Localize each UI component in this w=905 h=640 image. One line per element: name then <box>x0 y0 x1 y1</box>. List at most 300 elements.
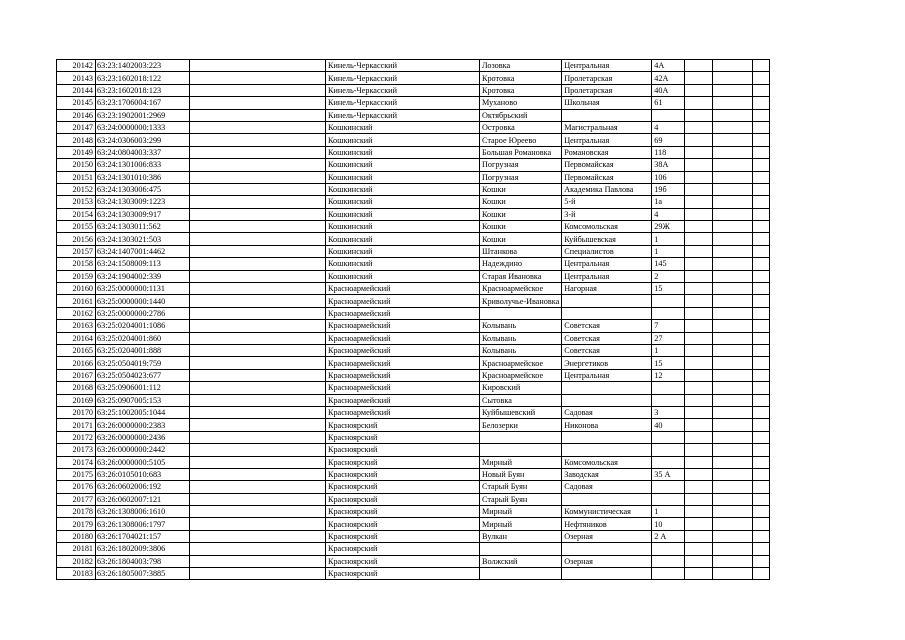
extra-cell-1 <box>685 493 713 505</box>
row-number-cell: 20163 <box>57 320 96 332</box>
district-cell: Красноярский <box>326 493 480 505</box>
house-cell <box>652 431 685 443</box>
row-number-cell: 20151 <box>57 171 96 183</box>
house-cell: 1 <box>652 344 685 356</box>
extra-cell-3 <box>753 419 770 431</box>
settlement-cell: Старый Буян <box>480 493 562 505</box>
street-cell: Магистральная <box>562 121 652 133</box>
street-cell: Энергетиков <box>562 357 652 369</box>
row-number-cell: 20155 <box>57 221 96 233</box>
extra-cell-3 <box>753 295 770 307</box>
table-row <box>57 270 770 282</box>
street-cell: Первомайская <box>562 171 652 183</box>
house-cell: 38А <box>652 159 685 171</box>
cadastral-number-cell: 63:25:0906001:112 <box>96 382 190 394</box>
extra-cell-3 <box>753 270 770 282</box>
cadastral-number-cell: 63:23:1602018:123 <box>96 84 190 96</box>
cadastral-number-cell: 63:26:1308006:1797 <box>96 518 190 530</box>
extra-cell-2 <box>713 369 753 381</box>
street-cell: Озерная <box>562 555 652 567</box>
settlement-cell: Погрузная <box>480 159 562 171</box>
street-cell: Комсомольская <box>562 456 652 468</box>
extra-cell-3 <box>753 518 770 530</box>
extra-cell-1 <box>685 530 713 542</box>
house-cell <box>652 493 685 505</box>
extra-cell-3 <box>753 245 770 257</box>
house-cell <box>652 295 685 307</box>
extra-cell-2 <box>713 468 753 480</box>
row-number-cell: 20158 <box>57 258 96 270</box>
row-number-cell: 20157 <box>57 245 96 257</box>
blank-cell <box>190 233 326 245</box>
district-cell: Красноармейский <box>326 357 480 369</box>
cadastral-number-cell: 63:24:1303009:1223 <box>96 196 190 208</box>
row-number-cell: 20164 <box>57 332 96 344</box>
street-cell: Советская <box>562 332 652 344</box>
extra-cell-3 <box>753 320 770 332</box>
house-cell: 106 <box>652 171 685 183</box>
cadastral-number-cell: 63:24:0804003:337 <box>96 146 190 158</box>
row-number-cell: 20182 <box>57 555 96 567</box>
settlement-cell: Мирный <box>480 456 562 468</box>
table-row <box>57 60 770 72</box>
blank-cell <box>190 221 326 233</box>
extra-cell-2 <box>713 382 753 394</box>
extra-cell-3 <box>753 121 770 133</box>
cadastral-number-cell: 63:24:1303011:562 <box>96 221 190 233</box>
district-cell: Красноярский <box>326 518 480 530</box>
settlement-cell: Мирный <box>480 518 562 530</box>
street-cell: Коммунистическая <box>562 506 652 518</box>
blank-cell <box>190 159 326 171</box>
settlement-cell: Старый Буян <box>480 481 562 493</box>
settlement-cell: Кротовка <box>480 72 562 84</box>
cadastral-number-cell: 63:25:0000000:1440 <box>96 295 190 307</box>
street-cell: Специалистов <box>562 245 652 257</box>
street-cell <box>562 295 652 307</box>
row-number-cell: 20179 <box>57 518 96 530</box>
street-cell: Нефтяников <box>562 518 652 530</box>
blank-cell <box>190 283 326 295</box>
district-cell: Кинель-Черкасский <box>326 72 480 84</box>
house-cell: 4 <box>652 121 685 133</box>
street-cell: Комсомольская <box>562 221 652 233</box>
table-row <box>57 72 770 84</box>
extra-cell-3 <box>753 283 770 295</box>
table-row <box>57 382 770 394</box>
district-cell: Красноярский <box>326 431 480 443</box>
extra-cell-1 <box>685 406 713 418</box>
row-number-cell: 20159 <box>57 270 96 282</box>
table-row <box>57 444 770 456</box>
blank-cell <box>190 530 326 542</box>
settlement-cell: Муханово <box>480 97 562 109</box>
row-number-cell: 20162 <box>57 307 96 319</box>
settlement-cell: Сытовка <box>480 394 562 406</box>
house-cell <box>652 444 685 456</box>
cadastral-number-cell: 63:26:1308006:1610 <box>96 506 190 518</box>
house-cell: 35 А <box>652 468 685 480</box>
settlement-cell: Надеждино <box>480 258 562 270</box>
district-cell: Красноярский <box>326 468 480 480</box>
extra-cell-1 <box>685 543 713 555</box>
extra-cell-3 <box>753 493 770 505</box>
settlement-cell: Кировский <box>480 382 562 394</box>
district-cell: Красноармейский <box>326 320 480 332</box>
extra-cell-2 <box>713 134 753 146</box>
table-row <box>57 506 770 518</box>
table-row <box>57 258 770 270</box>
extra-cell-2 <box>713 332 753 344</box>
street-cell: Заводская <box>562 468 652 480</box>
extra-cell-2 <box>713 183 753 195</box>
extra-cell-2 <box>713 171 753 183</box>
table-row <box>57 431 770 443</box>
extra-cell-3 <box>753 369 770 381</box>
cadastral-number-cell: 63:26:0602006:192 <box>96 481 190 493</box>
blank-cell <box>190 121 326 133</box>
extra-cell-3 <box>753 171 770 183</box>
extra-cell-1 <box>685 146 713 158</box>
table-row <box>57 332 770 344</box>
blank-cell <box>190 332 326 344</box>
row-number-cell: 20146 <box>57 109 96 121</box>
blank-cell <box>190 406 326 418</box>
row-number-cell: 20160 <box>57 283 96 295</box>
cadastral-number-cell: 63:25:0204001:1086 <box>96 320 190 332</box>
row-number-cell: 20178 <box>57 506 96 518</box>
street-cell <box>562 394 652 406</box>
blank-cell <box>190 171 326 183</box>
extra-cell-1 <box>685 270 713 282</box>
blank-cell <box>190 270 326 282</box>
street-cell: Никонова <box>562 419 652 431</box>
settlement-cell: Красноармейское <box>480 357 562 369</box>
district-cell: Кошкинский <box>326 146 480 158</box>
extra-cell-2 <box>713 431 753 443</box>
house-cell: 27 <box>652 332 685 344</box>
blank-cell <box>190 295 326 307</box>
extra-cell-1 <box>685 171 713 183</box>
house-cell: 69 <box>652 134 685 146</box>
extra-cell-1 <box>685 369 713 381</box>
row-number-cell: 20149 <box>57 146 96 158</box>
street-cell: Нагорная <box>562 283 652 295</box>
house-cell <box>652 543 685 555</box>
blank-cell <box>190 258 326 270</box>
settlement-cell: Мирный <box>480 506 562 518</box>
extra-cell-1 <box>685 121 713 133</box>
extra-cell-1 <box>685 134 713 146</box>
extra-cell-3 <box>753 543 770 555</box>
settlement-cell <box>480 568 562 580</box>
street-cell: Озерная <box>562 530 652 542</box>
extra-cell-1 <box>685 60 713 72</box>
extra-cell-3 <box>753 357 770 369</box>
extra-cell-3 <box>753 183 770 195</box>
extra-cell-2 <box>713 97 753 109</box>
cadastral-number-cell: 63:23:1902001:2969 <box>96 109 190 121</box>
extra-cell-2 <box>713 159 753 171</box>
street-cell: Садовая <box>562 406 652 418</box>
table-row <box>57 245 770 257</box>
extra-cell-2 <box>713 394 753 406</box>
table-body <box>57 60 770 580</box>
house-cell: 3 <box>652 406 685 418</box>
extra-cell-1 <box>685 481 713 493</box>
extra-cell-3 <box>753 456 770 468</box>
settlement-cell: Криволучье-Ивановка <box>480 295 562 307</box>
extra-cell-2 <box>713 295 753 307</box>
extra-cell-2 <box>713 506 753 518</box>
extra-cell-1 <box>685 468 713 480</box>
street-cell <box>562 493 652 505</box>
row-number-cell: 20181 <box>57 543 96 555</box>
extra-cell-1 <box>685 320 713 332</box>
row-number-cell: 20168 <box>57 382 96 394</box>
table-row <box>57 419 770 431</box>
extra-cell-3 <box>753 97 770 109</box>
cadastral-number-cell: 63:24:0000000:1333 <box>96 121 190 133</box>
extra-cell-2 <box>713 481 753 493</box>
extra-cell-2 <box>713 493 753 505</box>
extra-cell-2 <box>713 84 753 96</box>
settlement-cell: Лозовка <box>480 60 562 72</box>
table-row <box>57 530 770 542</box>
blank-cell <box>190 506 326 518</box>
blank-cell <box>190 357 326 369</box>
table-row <box>57 97 770 109</box>
district-cell: Кинель-Черкасский <box>326 60 480 72</box>
blank-cell <box>190 320 326 332</box>
street-cell: Первомайская <box>562 159 652 171</box>
house-cell: 118 <box>652 146 685 158</box>
settlement-cell <box>480 444 562 456</box>
street-cell: Академика Павлова <box>562 183 652 195</box>
house-cell <box>652 307 685 319</box>
table-row <box>57 344 770 356</box>
house-cell: 15 <box>652 357 685 369</box>
cadastral-number-cell: 63:24:1303006:475 <box>96 183 190 195</box>
district-cell: Красноармейский <box>326 406 480 418</box>
row-number-cell: 20147 <box>57 121 96 133</box>
street-cell: Садовая <box>562 481 652 493</box>
table-row <box>57 369 770 381</box>
extra-cell-1 <box>685 394 713 406</box>
row-number-cell: 20150 <box>57 159 96 171</box>
blank-cell <box>190 543 326 555</box>
extra-cell-3 <box>753 146 770 158</box>
extra-cell-1 <box>685 431 713 443</box>
row-number-cell: 20169 <box>57 394 96 406</box>
cadastral-number-cell: 63:24:1303009:917 <box>96 208 190 220</box>
house-cell: 4А <box>652 60 685 72</box>
street-cell <box>562 109 652 121</box>
table-row <box>57 84 770 96</box>
extra-cell-2 <box>713 146 753 158</box>
settlement-cell: Островка <box>480 121 562 133</box>
district-cell: Красноярский <box>326 555 480 567</box>
extra-cell-2 <box>713 196 753 208</box>
blank-cell <box>190 444 326 456</box>
settlement-cell: Кошки <box>480 183 562 195</box>
house-cell: 1а <box>652 196 685 208</box>
table-row <box>57 283 770 295</box>
settlement-cell: Куйбышевский <box>480 406 562 418</box>
extra-cell-3 <box>753 555 770 567</box>
district-cell: Красноярский <box>326 543 480 555</box>
house-cell: 40 <box>652 419 685 431</box>
extra-cell-2 <box>713 283 753 295</box>
cadastral-number-cell: 63:25:0504023:677 <box>96 369 190 381</box>
table-row <box>57 320 770 332</box>
house-cell: 2 А <box>652 530 685 542</box>
street-cell: Школьная <box>562 97 652 109</box>
district-cell: Кинель-Черкасский <box>326 84 480 96</box>
extra-cell-3 <box>753 406 770 418</box>
settlement-cell: Вулкан <box>480 530 562 542</box>
extra-cell-1 <box>685 456 713 468</box>
extra-cell-1 <box>685 72 713 84</box>
cadastral-number-cell: 63:24:1407001:4462 <box>96 245 190 257</box>
district-cell: Кошкинский <box>326 134 480 146</box>
street-cell <box>562 543 652 555</box>
district-cell: Кошкинский <box>326 221 480 233</box>
cadastral-number-cell: 63:25:0504019:759 <box>96 357 190 369</box>
cadastral-number-cell: 63:26:0105010:683 <box>96 468 190 480</box>
district-cell: Кинель-Черкасский <box>326 109 480 121</box>
row-number-cell: 20183 <box>57 568 96 580</box>
row-number-cell: 20156 <box>57 233 96 245</box>
house-cell <box>652 555 685 567</box>
extra-cell-3 <box>753 530 770 542</box>
cadastral-number-cell: 63:25:0907005:153 <box>96 394 190 406</box>
extra-cell-1 <box>685 196 713 208</box>
settlement-cell: Красноармейское <box>480 283 562 295</box>
extra-cell-1 <box>685 307 713 319</box>
house-cell: 61 <box>652 97 685 109</box>
district-cell: Кошкинский <box>326 258 480 270</box>
house-cell: 1 <box>652 233 685 245</box>
extra-cell-1 <box>685 84 713 96</box>
blank-cell <box>190 245 326 257</box>
blank-cell <box>190 146 326 158</box>
extra-cell-2 <box>713 344 753 356</box>
extra-cell-3 <box>753 307 770 319</box>
extra-cell-2 <box>713 109 753 121</box>
house-cell <box>652 568 685 580</box>
row-number-cell: 20143 <box>57 72 96 84</box>
cadastral-number-cell: 63:23:1602018:122 <box>96 72 190 84</box>
row-number-cell: 20174 <box>57 456 96 468</box>
cadastral-number-cell: 63:25:1002005:1044 <box>96 406 190 418</box>
row-number-cell: 20171 <box>57 419 96 431</box>
house-cell: 7 <box>652 320 685 332</box>
cadastral-number-cell: 63:24:1904002:339 <box>96 270 190 282</box>
district-cell: Красноармейский <box>326 394 480 406</box>
house-cell <box>652 109 685 121</box>
table-row <box>57 481 770 493</box>
extra-cell-2 <box>713 555 753 567</box>
settlement-cell: Погрузная <box>480 171 562 183</box>
district-cell: Кинель-Черкасский <box>326 97 480 109</box>
extra-cell-1 <box>685 555 713 567</box>
extra-cell-1 <box>685 258 713 270</box>
house-cell: 15 <box>652 283 685 295</box>
settlement-cell: Красноармейское <box>480 369 562 381</box>
blank-cell <box>190 72 326 84</box>
extra-cell-3 <box>753 258 770 270</box>
settlement-cell: Штанкова <box>480 245 562 257</box>
blank-cell <box>190 109 326 121</box>
extra-cell-3 <box>753 233 770 245</box>
extra-cell-2 <box>713 419 753 431</box>
blank-cell <box>190 518 326 530</box>
extra-cell-1 <box>685 183 713 195</box>
street-cell: 5-й <box>562 196 652 208</box>
extra-cell-2 <box>713 518 753 530</box>
table-row <box>57 307 770 319</box>
street-cell: Пролетарская <box>562 84 652 96</box>
house-cell: 145 <box>652 258 685 270</box>
row-number-cell: 20176 <box>57 481 96 493</box>
row-number-cell: 20148 <box>57 134 96 146</box>
house-cell <box>652 382 685 394</box>
street-cell: Советская <box>562 344 652 356</box>
house-cell: 2 <box>652 270 685 282</box>
settlement-cell: Колывань <box>480 344 562 356</box>
row-number-cell: 20154 <box>57 208 96 220</box>
district-cell: Красноярский <box>326 444 480 456</box>
house-cell: 12 <box>652 369 685 381</box>
extra-cell-2 <box>713 568 753 580</box>
street-cell: Центральная <box>562 60 652 72</box>
extra-cell-2 <box>713 72 753 84</box>
cadastral-number-cell: 63:24:1301010:386 <box>96 171 190 183</box>
data-table <box>56 59 770 580</box>
row-number-cell: 20180 <box>57 530 96 542</box>
district-cell: Кошкинский <box>326 233 480 245</box>
row-number-cell: 20142 <box>57 60 96 72</box>
row-number-cell: 20144 <box>57 84 96 96</box>
table-row <box>57 543 770 555</box>
row-number-cell: 20177 <box>57 493 96 505</box>
cadastral-number-cell: 63:26:1805007:3885 <box>96 568 190 580</box>
extra-cell-3 <box>753 431 770 443</box>
cadastral-number-cell: 63:24:0306003:299 <box>96 134 190 146</box>
table-row <box>57 468 770 480</box>
district-cell: Красноармейский <box>326 307 480 319</box>
cadastral-number-cell: 63:23:1402003:223 <box>96 60 190 72</box>
house-cell: 42А <box>652 72 685 84</box>
house-cell: 40А <box>652 84 685 96</box>
table-row <box>57 295 770 307</box>
extra-cell-3 <box>753 84 770 96</box>
blank-cell <box>190 60 326 72</box>
extra-cell-1 <box>685 518 713 530</box>
settlement-cell: Старое Юреево <box>480 134 562 146</box>
house-cell: 19б <box>652 183 685 195</box>
blank-cell <box>190 382 326 394</box>
extra-cell-3 <box>753 109 770 121</box>
settlement-cell: Кошки <box>480 208 562 220</box>
district-cell: Кошкинский <box>326 121 480 133</box>
table-row <box>57 394 770 406</box>
blank-cell <box>190 183 326 195</box>
extra-cell-1 <box>685 444 713 456</box>
street-cell <box>562 568 652 580</box>
table-row <box>57 109 770 121</box>
